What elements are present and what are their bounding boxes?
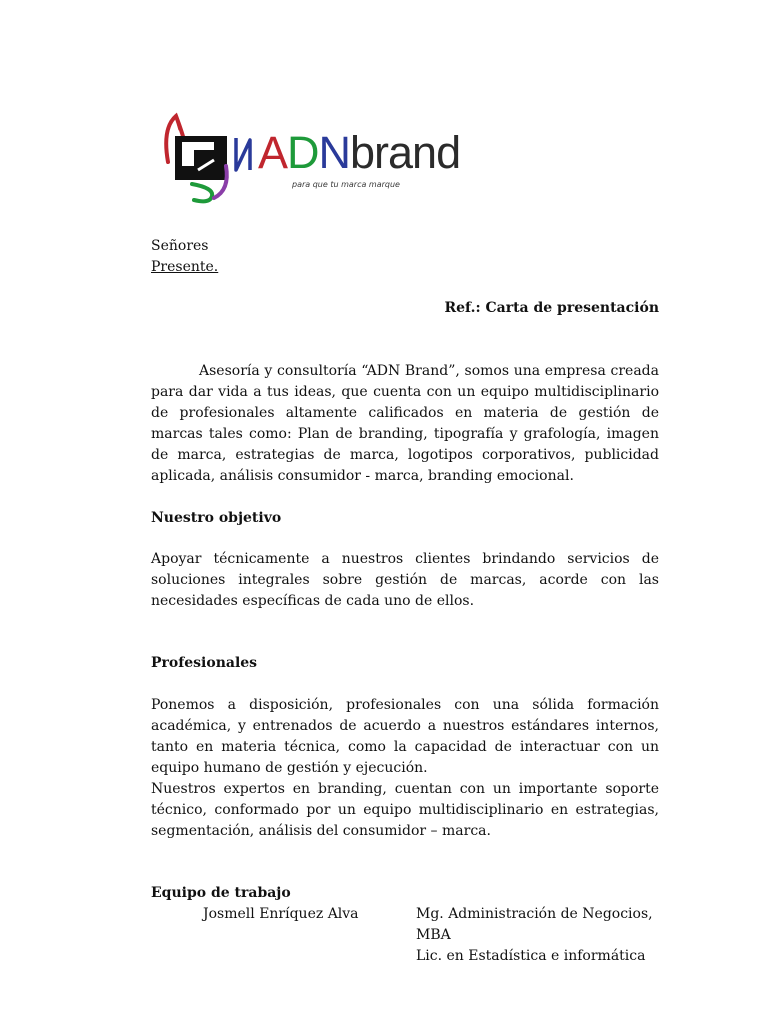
team-member-title: Mg. Administración de Negocios, MBA [416, 906, 653, 943]
team-member-titles [416, 904, 656, 967]
adn-logo-emblem [154, 110, 259, 205]
professionals-heading: Profesionales [151, 655, 258, 671]
professionals-paragraph-1: Ponemos a disposición, profesionales con una sólida formación académica, y entrenados de acuerdo a nuestros estándares internos, tanto en materia técnica, como la capacidad de interactuar con un equipo humano de gestión y ejecución. [151, 697, 659, 776]
team-member-name: Josmell Enríquez Alva [203, 906, 359, 922]
objective-paragraph: Apoyar técnicamente a nuestros clientes brindando servicios de soluciones integrales sobre gestión de marcas, acorde con las necesidades específicas de cada uno de ellos. [151, 551, 659, 609]
professionals-paragraph-2: Nuestros expertos en branding, cuentan con un importante soporte técnico, conformado por un equipo multidisciplinario en estrategias, segmentación, análisis del consumidor – marca. [151, 781, 659, 839]
logo-letter-n: N [318, 127, 351, 178]
logo-letter-a: A [258, 127, 288, 178]
objective-heading: Nuestro objetivo [151, 510, 282, 526]
team-member-title: Lic. en Estadística e informática [416, 948, 646, 964]
intro-paragraph: Asesoría y consultoría “ADN Brand”, somos una empresa creada para dar vida a tus ideas, que cuenta con un equipo multidisciplinario de profesionales altamente calificados en materia de gestión de marcas tales como: Plan de branding, tipografía y grafología, imagen de marca, estrategias de marca, logotipos corporativos, publicidad aplicada, análisis consumidor - marca, branding emocional. [151, 363, 659, 484]
logo-word-brand: brand [350, 127, 461, 178]
logo-letter-d: D [287, 127, 319, 178]
reference-line: Ref.: Carta de presentación [444, 300, 659, 316]
salutation: Señores [151, 238, 209, 254]
presente-line: Presente. [151, 259, 219, 275]
logo-wordmark [258, 127, 461, 178]
team-heading: Equipo de trabajo [151, 885, 291, 901]
adn-brand-logo [154, 110, 461, 205]
logo-tagline: para que tu marca marque [292, 180, 400, 189]
